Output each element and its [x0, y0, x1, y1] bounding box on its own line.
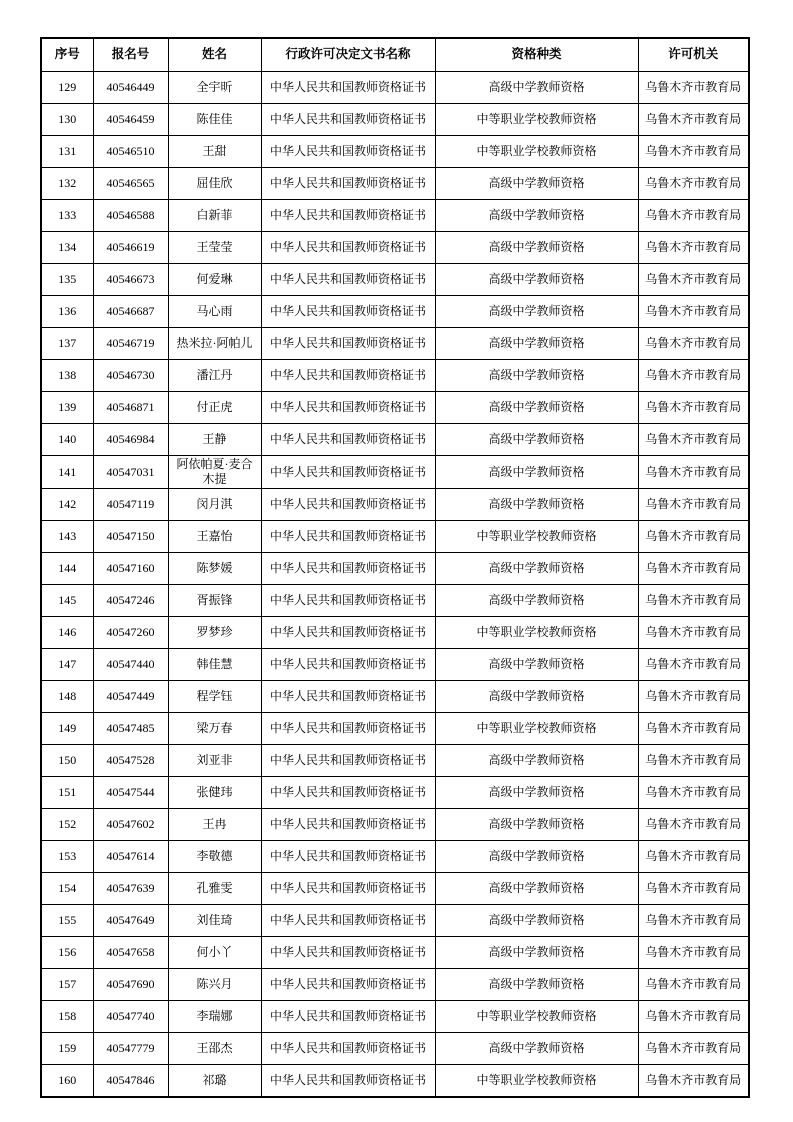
cell-licensing-authority: 乌鲁木齐市教育局 — [638, 553, 749, 585]
cell-licensing-authority: 乌鲁木齐市教育局 — [638, 809, 749, 841]
cell-name: 热米拉·阿帕儿 — [168, 328, 261, 360]
cell-document-title: 中华人民共和国教师资格证书 — [261, 617, 435, 649]
cell-qualification-type: 高级中学教师资格 — [435, 424, 638, 456]
cell-qualification-type: 高级中学教师资格 — [435, 1033, 638, 1065]
table-row — [41, 72, 749, 104]
cell-document-title: 中华人民共和国教师资格证书 — [261, 553, 435, 585]
cell-serial-number: 143 — [41, 521, 93, 553]
table-row — [41, 649, 749, 681]
cell-qualification-type: 高级中学教师资格 — [435, 328, 638, 360]
cell-document-title: 中华人民共和国教师资格证书 — [261, 809, 435, 841]
cell-registration-number: 40547614 — [93, 841, 168, 873]
table-row — [41, 713, 749, 745]
cell-serial-number: 137 — [41, 328, 93, 360]
table-row — [41, 296, 749, 328]
table-row — [41, 104, 749, 136]
table-row — [41, 1001, 749, 1033]
cell-registration-number: 40546459 — [93, 104, 168, 136]
cell-licensing-authority: 乌鲁木齐市教育局 — [638, 777, 749, 809]
cell-registration-number: 40547740 — [93, 1001, 168, 1033]
cell-serial-number: 156 — [41, 937, 93, 969]
cell-document-title: 中华人民共和国教师资格证书 — [261, 72, 435, 104]
cell-name: 阿依帕夏·麦合木提 — [168, 456, 261, 489]
cell-name: 王嘉怡 — [168, 521, 261, 553]
cell-name: 李瑞娜 — [168, 1001, 261, 1033]
cell-name: 罗梦珍 — [168, 617, 261, 649]
cell-document-title: 中华人民共和国教师资格证书 — [261, 456, 435, 489]
cell-document-title: 中华人民共和国教师资格证书 — [261, 745, 435, 777]
cell-qualification-type: 中等职业学校教师资格 — [435, 1065, 638, 1098]
table-row — [41, 136, 749, 168]
cell-licensing-authority: 乌鲁木齐市教育局 — [638, 745, 749, 777]
cell-name: 陈佳佳 — [168, 104, 261, 136]
cell-licensing-authority: 乌鲁木齐市教育局 — [638, 1065, 749, 1098]
cell-document-title: 中华人民共和国教师资格证书 — [261, 200, 435, 232]
cell-document-title: 中华人民共和国教师资格证书 — [261, 873, 435, 905]
table-header-row — [41, 38, 749, 72]
cell-serial-number: 149 — [41, 713, 93, 745]
cell-serial-number: 157 — [41, 969, 93, 1001]
table-row — [41, 681, 749, 713]
cell-registration-number: 40547649 — [93, 905, 168, 937]
cell-licensing-authority: 乌鲁木齐市教育局 — [638, 489, 749, 521]
table-row — [41, 521, 749, 553]
cell-document-title: 中华人民共和国教师资格证书 — [261, 681, 435, 713]
cell-licensing-authority: 乌鲁木齐市教育局 — [638, 72, 749, 104]
cell-registration-number: 40546687 — [93, 296, 168, 328]
cell-qualification-type: 中等职业学校教师资格 — [435, 104, 638, 136]
cell-qualification-type: 高级中学教师资格 — [435, 296, 638, 328]
cell-qualification-type: 高级中学教师资格 — [435, 168, 638, 200]
cell-serial-number: 129 — [41, 72, 93, 104]
cell-licensing-authority: 乌鲁木齐市教育局 — [638, 713, 749, 745]
header-document-title: 行政许可决定文书名称 — [261, 38, 435, 72]
cell-registration-number: 40546619 — [93, 232, 168, 264]
table-row — [41, 232, 749, 264]
cell-licensing-authority: 乌鲁木齐市教育局 — [638, 264, 749, 296]
cell-name: 付正虎 — [168, 392, 261, 424]
cell-registration-number: 40547639 — [93, 873, 168, 905]
table-row — [41, 328, 749, 360]
cell-serial-number: 142 — [41, 489, 93, 521]
cell-licensing-authority: 乌鲁木齐市教育局 — [638, 873, 749, 905]
cell-registration-number: 40547119 — [93, 489, 168, 521]
cell-qualification-type: 高级中学教师资格 — [435, 553, 638, 585]
cell-licensing-authority: 乌鲁木齐市教育局 — [638, 585, 749, 617]
table-row — [41, 841, 749, 873]
cell-qualification-type: 高级中学教师资格 — [435, 873, 638, 905]
cell-name: 王莹莹 — [168, 232, 261, 264]
cell-licensing-authority: 乌鲁木齐市教育局 — [638, 649, 749, 681]
cell-registration-number: 40547246 — [93, 585, 168, 617]
cell-serial-number: 151 — [41, 777, 93, 809]
header-registration-number: 报名号 — [93, 38, 168, 72]
cell-name: 程学钰 — [168, 681, 261, 713]
cell-registration-number: 40546719 — [93, 328, 168, 360]
cell-serial-number: 130 — [41, 104, 93, 136]
header-licensing-authority: 许可机关 — [638, 38, 749, 72]
cell-name: 陈兴月 — [168, 969, 261, 1001]
cell-registration-number: 40546730 — [93, 360, 168, 392]
cell-registration-number: 40546510 — [93, 136, 168, 168]
table-row — [41, 1033, 749, 1065]
cell-licensing-authority: 乌鲁木齐市教育局 — [638, 360, 749, 392]
cell-serial-number: 159 — [41, 1033, 93, 1065]
cell-document-title: 中华人民共和国教师资格证书 — [261, 424, 435, 456]
cell-licensing-authority: 乌鲁木齐市教育局 — [638, 617, 749, 649]
cell-registration-number: 40547528 — [93, 745, 168, 777]
cell-registration-number: 40547485 — [93, 713, 168, 745]
cell-serial-number: 147 — [41, 649, 93, 681]
table-row — [41, 745, 749, 777]
cell-document-title: 中华人民共和国教师资格证书 — [261, 104, 435, 136]
cell-registration-number: 40547690 — [93, 969, 168, 1001]
cell-qualification-type: 高级中学教师资格 — [435, 841, 638, 873]
table-row — [41, 585, 749, 617]
table-row — [41, 489, 749, 521]
cell-qualification-type: 中等职业学校教师资格 — [435, 713, 638, 745]
table-row — [41, 424, 749, 456]
cell-serial-number: 135 — [41, 264, 93, 296]
cell-qualification-type: 高级中学教师资格 — [435, 649, 638, 681]
cell-document-title: 中华人民共和国教师资格证书 — [261, 713, 435, 745]
table-row — [41, 873, 749, 905]
cell-qualification-type: 中等职业学校教师资格 — [435, 617, 638, 649]
cell-licensing-authority: 乌鲁木齐市教育局 — [638, 200, 749, 232]
cell-licensing-authority: 乌鲁木齐市教育局 — [638, 1033, 749, 1065]
cell-qualification-type: 中等职业学校教师资格 — [435, 136, 638, 168]
cell-document-title: 中华人民共和国教师资格证书 — [261, 777, 435, 809]
cell-serial-number: 153 — [41, 841, 93, 873]
cell-name: 闵月淇 — [168, 489, 261, 521]
table-row — [41, 969, 749, 1001]
table-row — [41, 360, 749, 392]
cell-name: 何爱琳 — [168, 264, 261, 296]
cell-document-title: 中华人民共和国教师资格证书 — [261, 136, 435, 168]
cell-qualification-type: 高级中学教师资格 — [435, 72, 638, 104]
cell-licensing-authority: 乌鲁木齐市教育局 — [638, 937, 749, 969]
cell-serial-number: 144 — [41, 553, 93, 585]
cell-licensing-authority: 乌鲁木齐市教育局 — [638, 136, 749, 168]
cell-serial-number: 150 — [41, 745, 93, 777]
cell-serial-number: 145 — [41, 585, 93, 617]
cell-licensing-authority: 乌鲁木齐市教育局 — [638, 681, 749, 713]
cell-name: 韩佳慧 — [168, 649, 261, 681]
cell-serial-number: 160 — [41, 1065, 93, 1098]
cell-document-title: 中华人民共和国教师资格证书 — [261, 841, 435, 873]
cell-serial-number: 133 — [41, 200, 93, 232]
cell-document-title: 中华人民共和国教师资格证书 — [261, 1001, 435, 1033]
cell-registration-number: 40547449 — [93, 681, 168, 713]
cell-registration-number: 40546871 — [93, 392, 168, 424]
cell-name: 王静 — [168, 424, 261, 456]
cell-name: 王邵杰 — [168, 1033, 261, 1065]
cell-serial-number: 140 — [41, 424, 93, 456]
cell-document-title: 中华人民共和国教师资格证书 — [261, 1033, 435, 1065]
cell-qualification-type: 高级中学教师资格 — [435, 392, 638, 424]
cell-serial-number: 134 — [41, 232, 93, 264]
cell-registration-number: 40547440 — [93, 649, 168, 681]
cell-licensing-authority: 乌鲁木齐市教育局 — [638, 841, 749, 873]
cell-document-title: 中华人民共和国教师资格证书 — [261, 489, 435, 521]
cell-document-title: 中华人民共和国教师资格证书 — [261, 937, 435, 969]
table-row — [41, 264, 749, 296]
table-header — [41, 38, 749, 72]
cell-licensing-authority: 乌鲁木齐市教育局 — [638, 969, 749, 1001]
cell-licensing-authority: 乌鲁木齐市教育局 — [638, 521, 749, 553]
cell-name: 白新菲 — [168, 200, 261, 232]
cell-name: 马心雨 — [168, 296, 261, 328]
cell-document-title: 中华人民共和国教师资格证书 — [261, 585, 435, 617]
cell-qualification-type: 高级中学教师资格 — [435, 969, 638, 1001]
cell-document-title: 中华人民共和国教师资格证书 — [261, 168, 435, 200]
cell-serial-number: 138 — [41, 360, 93, 392]
cell-serial-number: 158 — [41, 1001, 93, 1033]
cell-qualification-type: 中等职业学校教师资格 — [435, 521, 638, 553]
cell-document-title: 中华人民共和国教师资格证书 — [261, 296, 435, 328]
cell-registration-number: 40547846 — [93, 1065, 168, 1098]
cell-name: 潘江丹 — [168, 360, 261, 392]
cell-qualification-type: 高级中学教师资格 — [435, 264, 638, 296]
cell-document-title: 中华人民共和国教师资格证书 — [261, 1065, 435, 1098]
cell-serial-number: 155 — [41, 905, 93, 937]
cell-document-title: 中华人民共和国教师资格证书 — [261, 232, 435, 264]
cell-registration-number: 40546673 — [93, 264, 168, 296]
table-row — [41, 200, 749, 232]
cell-qualification-type: 高级中学教师资格 — [435, 681, 638, 713]
cell-licensing-authority: 乌鲁木齐市教育局 — [638, 168, 749, 200]
cell-registration-number: 40547031 — [93, 456, 168, 489]
table-row — [41, 809, 749, 841]
cell-name: 张健玮 — [168, 777, 261, 809]
cell-serial-number: 152 — [41, 809, 93, 841]
header-serial-number: 序号 — [41, 38, 93, 72]
cell-licensing-authority: 乌鲁木齐市教育局 — [638, 1001, 749, 1033]
cell-serial-number: 141 — [41, 456, 93, 489]
cell-licensing-authority: 乌鲁木齐市教育局 — [638, 424, 749, 456]
cell-licensing-authority: 乌鲁木齐市教育局 — [638, 456, 749, 489]
cell-name: 全宇昕 — [168, 72, 261, 104]
cell-qualification-type: 高级中学教师资格 — [435, 937, 638, 969]
cell-registration-number: 40546565 — [93, 168, 168, 200]
table-row — [41, 456, 749, 489]
cell-name: 刘亚非 — [168, 745, 261, 777]
cell-licensing-authority: 乌鲁木齐市教育局 — [638, 104, 749, 136]
cell-name: 何小丫 — [168, 937, 261, 969]
cell-licensing-authority: 乌鲁木齐市教育局 — [638, 328, 749, 360]
table-row — [41, 617, 749, 649]
cell-document-title: 中华人民共和国教师资格证书 — [261, 649, 435, 681]
cell-document-title: 中华人民共和国教师资格证书 — [261, 328, 435, 360]
cell-name: 陈梦媛 — [168, 553, 261, 585]
table-row — [41, 1065, 749, 1098]
cell-name: 李敬德 — [168, 841, 261, 873]
cell-name: 胥振锋 — [168, 585, 261, 617]
cell-serial-number: 136 — [41, 296, 93, 328]
table-row — [41, 168, 749, 200]
cell-serial-number: 154 — [41, 873, 93, 905]
cell-qualification-type: 高级中学教师资格 — [435, 489, 638, 521]
cell-licensing-authority: 乌鲁木齐市教育局 — [638, 392, 749, 424]
cell-licensing-authority: 乌鲁木齐市教育局 — [638, 296, 749, 328]
cell-licensing-authority: 乌鲁木齐市教育局 — [638, 905, 749, 937]
table-row — [41, 392, 749, 424]
cell-name: 王冉 — [168, 809, 261, 841]
cell-qualification-type: 高级中学教师资格 — [435, 777, 638, 809]
license-decision-table — [40, 37, 750, 1098]
cell-serial-number: 146 — [41, 617, 93, 649]
cell-licensing-authority: 乌鲁木齐市教育局 — [638, 232, 749, 264]
cell-registration-number: 40546984 — [93, 424, 168, 456]
cell-serial-number: 148 — [41, 681, 93, 713]
cell-qualification-type: 高级中学教师资格 — [435, 745, 638, 777]
cell-registration-number: 40547658 — [93, 937, 168, 969]
cell-qualification-type: 高级中学教师资格 — [435, 360, 638, 392]
header-qualification-type: 资格种类 — [435, 38, 638, 72]
cell-registration-number: 40547544 — [93, 777, 168, 809]
cell-name: 梁万春 — [168, 713, 261, 745]
cell-registration-number: 40547779 — [93, 1033, 168, 1065]
cell-qualification-type: 高级中学教师资格 — [435, 456, 638, 489]
cell-serial-number: 132 — [41, 168, 93, 200]
cell-document-title: 中华人民共和国教师资格证书 — [261, 392, 435, 424]
table-row — [41, 777, 749, 809]
cell-registration-number: 40547150 — [93, 521, 168, 553]
table-row — [41, 905, 749, 937]
cell-registration-number: 40546588 — [93, 200, 168, 232]
cell-serial-number: 139 — [41, 392, 93, 424]
cell-qualification-type: 高级中学教师资格 — [435, 585, 638, 617]
cell-qualification-type: 高级中学教师资格 — [435, 809, 638, 841]
cell-name: 王甜 — [168, 136, 261, 168]
cell-name: 孔雅雯 — [168, 873, 261, 905]
cell-document-title: 中华人民共和国教师资格证书 — [261, 969, 435, 1001]
cell-serial-number: 131 — [41, 136, 93, 168]
table-row — [41, 937, 749, 969]
cell-registration-number: 40546449 — [93, 72, 168, 104]
cell-document-title: 中华人民共和国教师资格证书 — [261, 264, 435, 296]
cell-qualification-type: 高级中学教师资格 — [435, 905, 638, 937]
cell-qualification-type: 高级中学教师资格 — [435, 232, 638, 264]
cell-document-title: 中华人民共和国教师资格证书 — [261, 905, 435, 937]
cell-registration-number: 40547160 — [93, 553, 168, 585]
cell-registration-number: 40547260 — [93, 617, 168, 649]
cell-document-title: 中华人民共和国教师资格证书 — [261, 521, 435, 553]
table-row — [41, 553, 749, 585]
header-name: 姓名 — [168, 38, 261, 72]
cell-name: 刘佳琦 — [168, 905, 261, 937]
cell-name: 屈佳欣 — [168, 168, 261, 200]
table-body — [41, 72, 749, 1098]
cell-document-title: 中华人民共和国教师资格证书 — [261, 360, 435, 392]
cell-registration-number: 40547602 — [93, 809, 168, 841]
cell-qualification-type: 高级中学教师资格 — [435, 200, 638, 232]
cell-qualification-type: 中等职业学校教师资格 — [435, 1001, 638, 1033]
cell-name: 祁璐 — [168, 1065, 261, 1098]
